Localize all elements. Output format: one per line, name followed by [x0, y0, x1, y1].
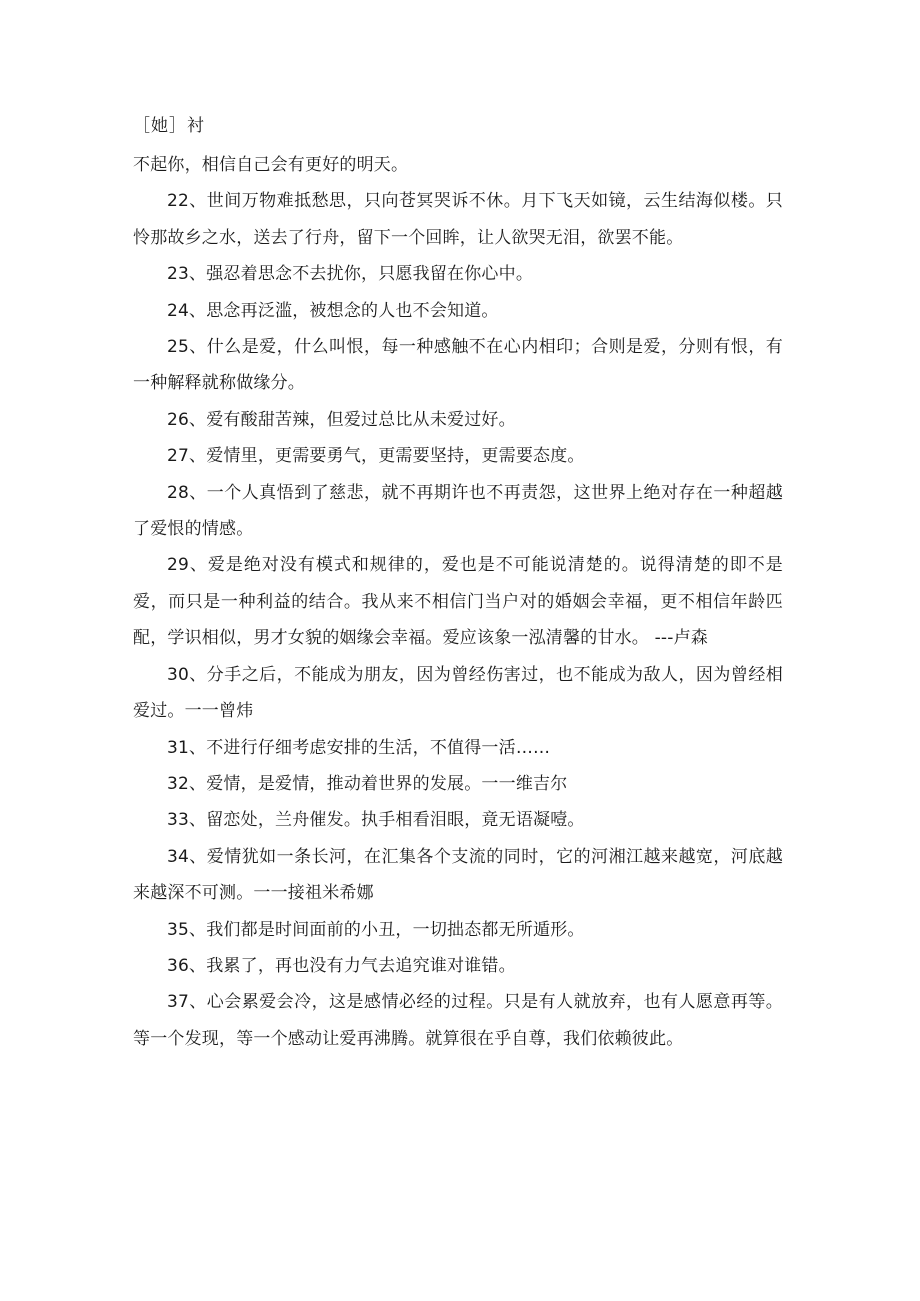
- quote-paragraph-36: 36、我累了，再也没有力气去追究谁对谁错。: [167, 955, 516, 976]
- quote-paragraph-34: 34、爱情犹如一条长河，在汇集各个支流的同时，它的河湘江越来越宽，河底越来越深不可测。一一接祖米希娜: [133, 846, 783, 904]
- paragraph: 不起你，相信自己会有更好的明天。: [133, 155, 409, 175]
- quote-paragraph-24: 24、思念再泛滥，被想念的人也不会知道。: [167, 300, 499, 321]
- quote-paragraph-32: 32、爱情，是爱情，推动着世界的发展。一一维吉尔: [167, 773, 568, 794]
- quote-paragraph-28: 28、一个人真悟到了慈悲，就不再期许也不再责怨，这世界上绝对存在一种超越了爱恨的情感。: [133, 482, 783, 540]
- quote-paragraph-22: 22、世间万物难抵愁思，只向苍冥哭诉不休。月下飞天如镜，云生结海似楼。只怜那故乡之水，送去了行舟，留下一个回眸，让人欲哭无泪，欲罢不能。: [133, 191, 783, 248]
- quote-paragraph-27: 27、爱情里，更需要勇气，更需要坚持，更需要态度。: [167, 446, 585, 467]
- quote-paragraph-29: 29、爱是绝对没有模式和规律的，爱也是不可能说清楚的。说得清楚的即不是爱，而只是一种利益的结合。我从来不相信门当户对的婚姻会幸福，更不相信年龄匹配，学识相似，男才女貌的姻缘会幸福。爱应该象一泓清馨的甘水。 ---卢森: [133, 555, 783, 649]
- quote-paragraph-31: 31、不进行仔细考虑安排的生活，不值得一活……: [167, 737, 551, 758]
- quote-paragraph-26: 26、爱有酸甜苦辣，但爱过总比从未爱过好。: [167, 409, 516, 430]
- quote-paragraph-33: 33、留恋处，兰舟催发。执手相看泪眼，竟无语凝噎。: [167, 810, 585, 831]
- page-header-fragment: ［她］衬: [133, 116, 205, 136]
- quote-paragraph-37: 37、心会累爱会冷，这是感情必经的过程。只是有人就放弃，也有人愿意再等。等一个发现，等一个感动让爱再沸腾。就算很在乎自尊，我们依赖彼此。: [133, 992, 783, 1049]
- quote-paragraph-23: 23、强忍着思念不去扰你，只愿我留在你心中。: [167, 264, 534, 285]
- quote-paragraph-25: 25、什么是爱，什么叫恨，每一种感触不在心内相印；合则是爱，分则有恨，有一种解释就称做缘分。: [133, 337, 783, 394]
- document-body: [133, 147, 783, 1057]
- quote-paragraph-30: 30、分手之后，不能成为朋友，因为曾经伤害过，也不能成为敌人，因为曾经相爱过。一一曾炜: [133, 664, 783, 722]
- quote-paragraph-35: 35、我们都是时间面前的小丑，一切拙态都无所遁形。: [167, 919, 585, 940]
